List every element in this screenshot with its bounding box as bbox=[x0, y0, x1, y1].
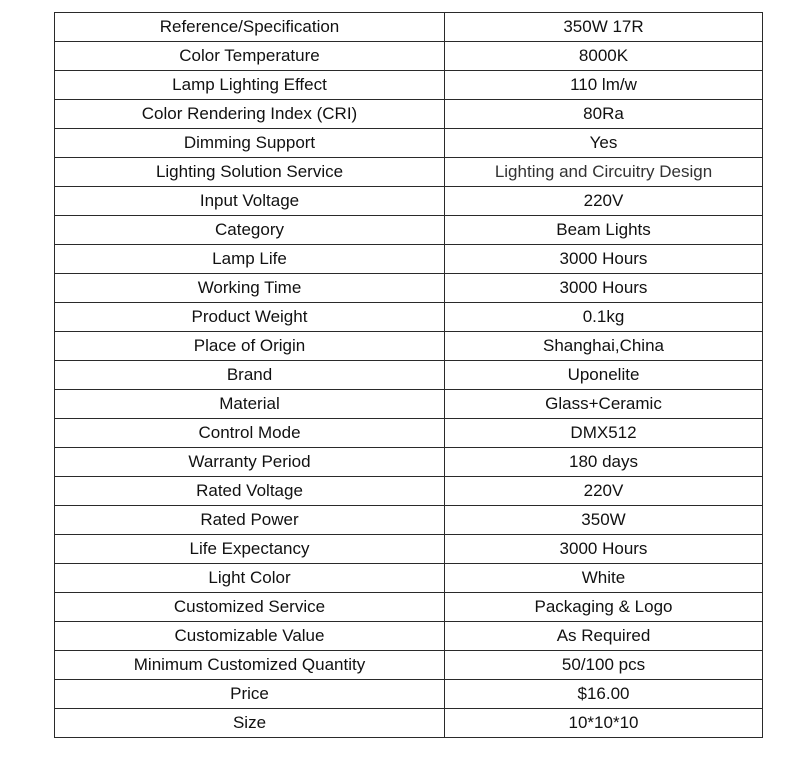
spec-value: 3000 Hours bbox=[445, 245, 763, 274]
spec-label: Control Mode bbox=[55, 419, 445, 448]
table-row bbox=[55, 680, 763, 709]
spec-label: Input Voltage bbox=[55, 187, 445, 216]
spec-label: Color Temperature bbox=[55, 42, 445, 71]
table-row bbox=[55, 158, 763, 187]
spec-value: DMX512 bbox=[445, 419, 763, 448]
spec-value: Uponelite bbox=[445, 361, 763, 390]
spec-label: Life Expectancy bbox=[55, 535, 445, 564]
table-row bbox=[55, 13, 763, 42]
spec-table bbox=[54, 12, 763, 738]
table-row bbox=[55, 564, 763, 593]
spec-label: Warranty Period bbox=[55, 448, 445, 477]
table-row bbox=[55, 535, 763, 564]
spec-value: Shanghai,China bbox=[445, 332, 763, 361]
table-row bbox=[55, 448, 763, 477]
spec-label: Reference/Specification bbox=[55, 13, 445, 42]
spec-value: Yes bbox=[445, 129, 763, 158]
table-row bbox=[55, 332, 763, 361]
spec-value: 220V bbox=[445, 187, 763, 216]
spec-value: As Required bbox=[445, 622, 763, 651]
table-row bbox=[55, 361, 763, 390]
spec-label: Place of Origin bbox=[55, 332, 445, 361]
spec-label: Category bbox=[55, 216, 445, 245]
table-row bbox=[55, 709, 763, 738]
spec-label: Minimum Customized Quantity bbox=[55, 651, 445, 680]
spec-value: 3000 Hours bbox=[445, 535, 763, 564]
spec-label: Brand bbox=[55, 361, 445, 390]
spec-label: Material bbox=[55, 390, 445, 419]
table-row bbox=[55, 477, 763, 506]
spec-label: Rated Power bbox=[55, 506, 445, 535]
spec-label: Lamp Lighting Effect bbox=[55, 71, 445, 100]
spec-label: Rated Voltage bbox=[55, 477, 445, 506]
table-row bbox=[55, 390, 763, 419]
spec-label: Lamp Life bbox=[55, 245, 445, 274]
table-row bbox=[55, 651, 763, 680]
table-row bbox=[55, 506, 763, 535]
table-row bbox=[55, 129, 763, 158]
table-row bbox=[55, 303, 763, 332]
spec-label: Working Time bbox=[55, 274, 445, 303]
spec-value: Beam Lights bbox=[445, 216, 763, 245]
table-row bbox=[55, 216, 763, 245]
spec-label: Color Rendering Index (CRI) bbox=[55, 100, 445, 129]
spec-value: 350W 17R bbox=[445, 13, 763, 42]
table-row bbox=[55, 622, 763, 651]
table-row bbox=[55, 42, 763, 71]
spec-value: 80Ra bbox=[445, 100, 763, 129]
table-row bbox=[55, 187, 763, 216]
spec-value: 10*10*10 bbox=[445, 709, 763, 738]
table-row bbox=[55, 274, 763, 303]
table-row bbox=[55, 245, 763, 274]
table-row bbox=[55, 419, 763, 448]
spec-value: $16.00 bbox=[445, 680, 763, 709]
spec-label: Lighting Solution Service bbox=[55, 158, 445, 187]
spec-value: 220V bbox=[445, 477, 763, 506]
spec-table-body bbox=[55, 13, 763, 738]
spec-label: Price bbox=[55, 680, 445, 709]
spec-value: Glass+Ceramic bbox=[445, 390, 763, 419]
spec-label: Dimming Support bbox=[55, 129, 445, 158]
table-row bbox=[55, 100, 763, 129]
spec-value: Lighting and Circuitry Design bbox=[445, 158, 763, 187]
spec-label: Product Weight bbox=[55, 303, 445, 332]
spec-value: 3000 Hours bbox=[445, 274, 763, 303]
spec-value: Packaging & Logo bbox=[445, 593, 763, 622]
spec-value: 0.1kg bbox=[445, 303, 763, 332]
table-row bbox=[55, 593, 763, 622]
spec-value: 110 lm/w bbox=[445, 71, 763, 100]
spec-value: 180 days bbox=[445, 448, 763, 477]
spec-value: 8000K bbox=[445, 42, 763, 71]
spec-label: Size bbox=[55, 709, 445, 738]
spec-label: Customizable Value bbox=[55, 622, 445, 651]
spec-label: Customized Service bbox=[55, 593, 445, 622]
spec-label: Light Color bbox=[55, 564, 445, 593]
table-row bbox=[55, 71, 763, 100]
spec-value: White bbox=[445, 564, 763, 593]
spec-value: 350W bbox=[445, 506, 763, 535]
spec-value: 50/100 pcs bbox=[445, 651, 763, 680]
